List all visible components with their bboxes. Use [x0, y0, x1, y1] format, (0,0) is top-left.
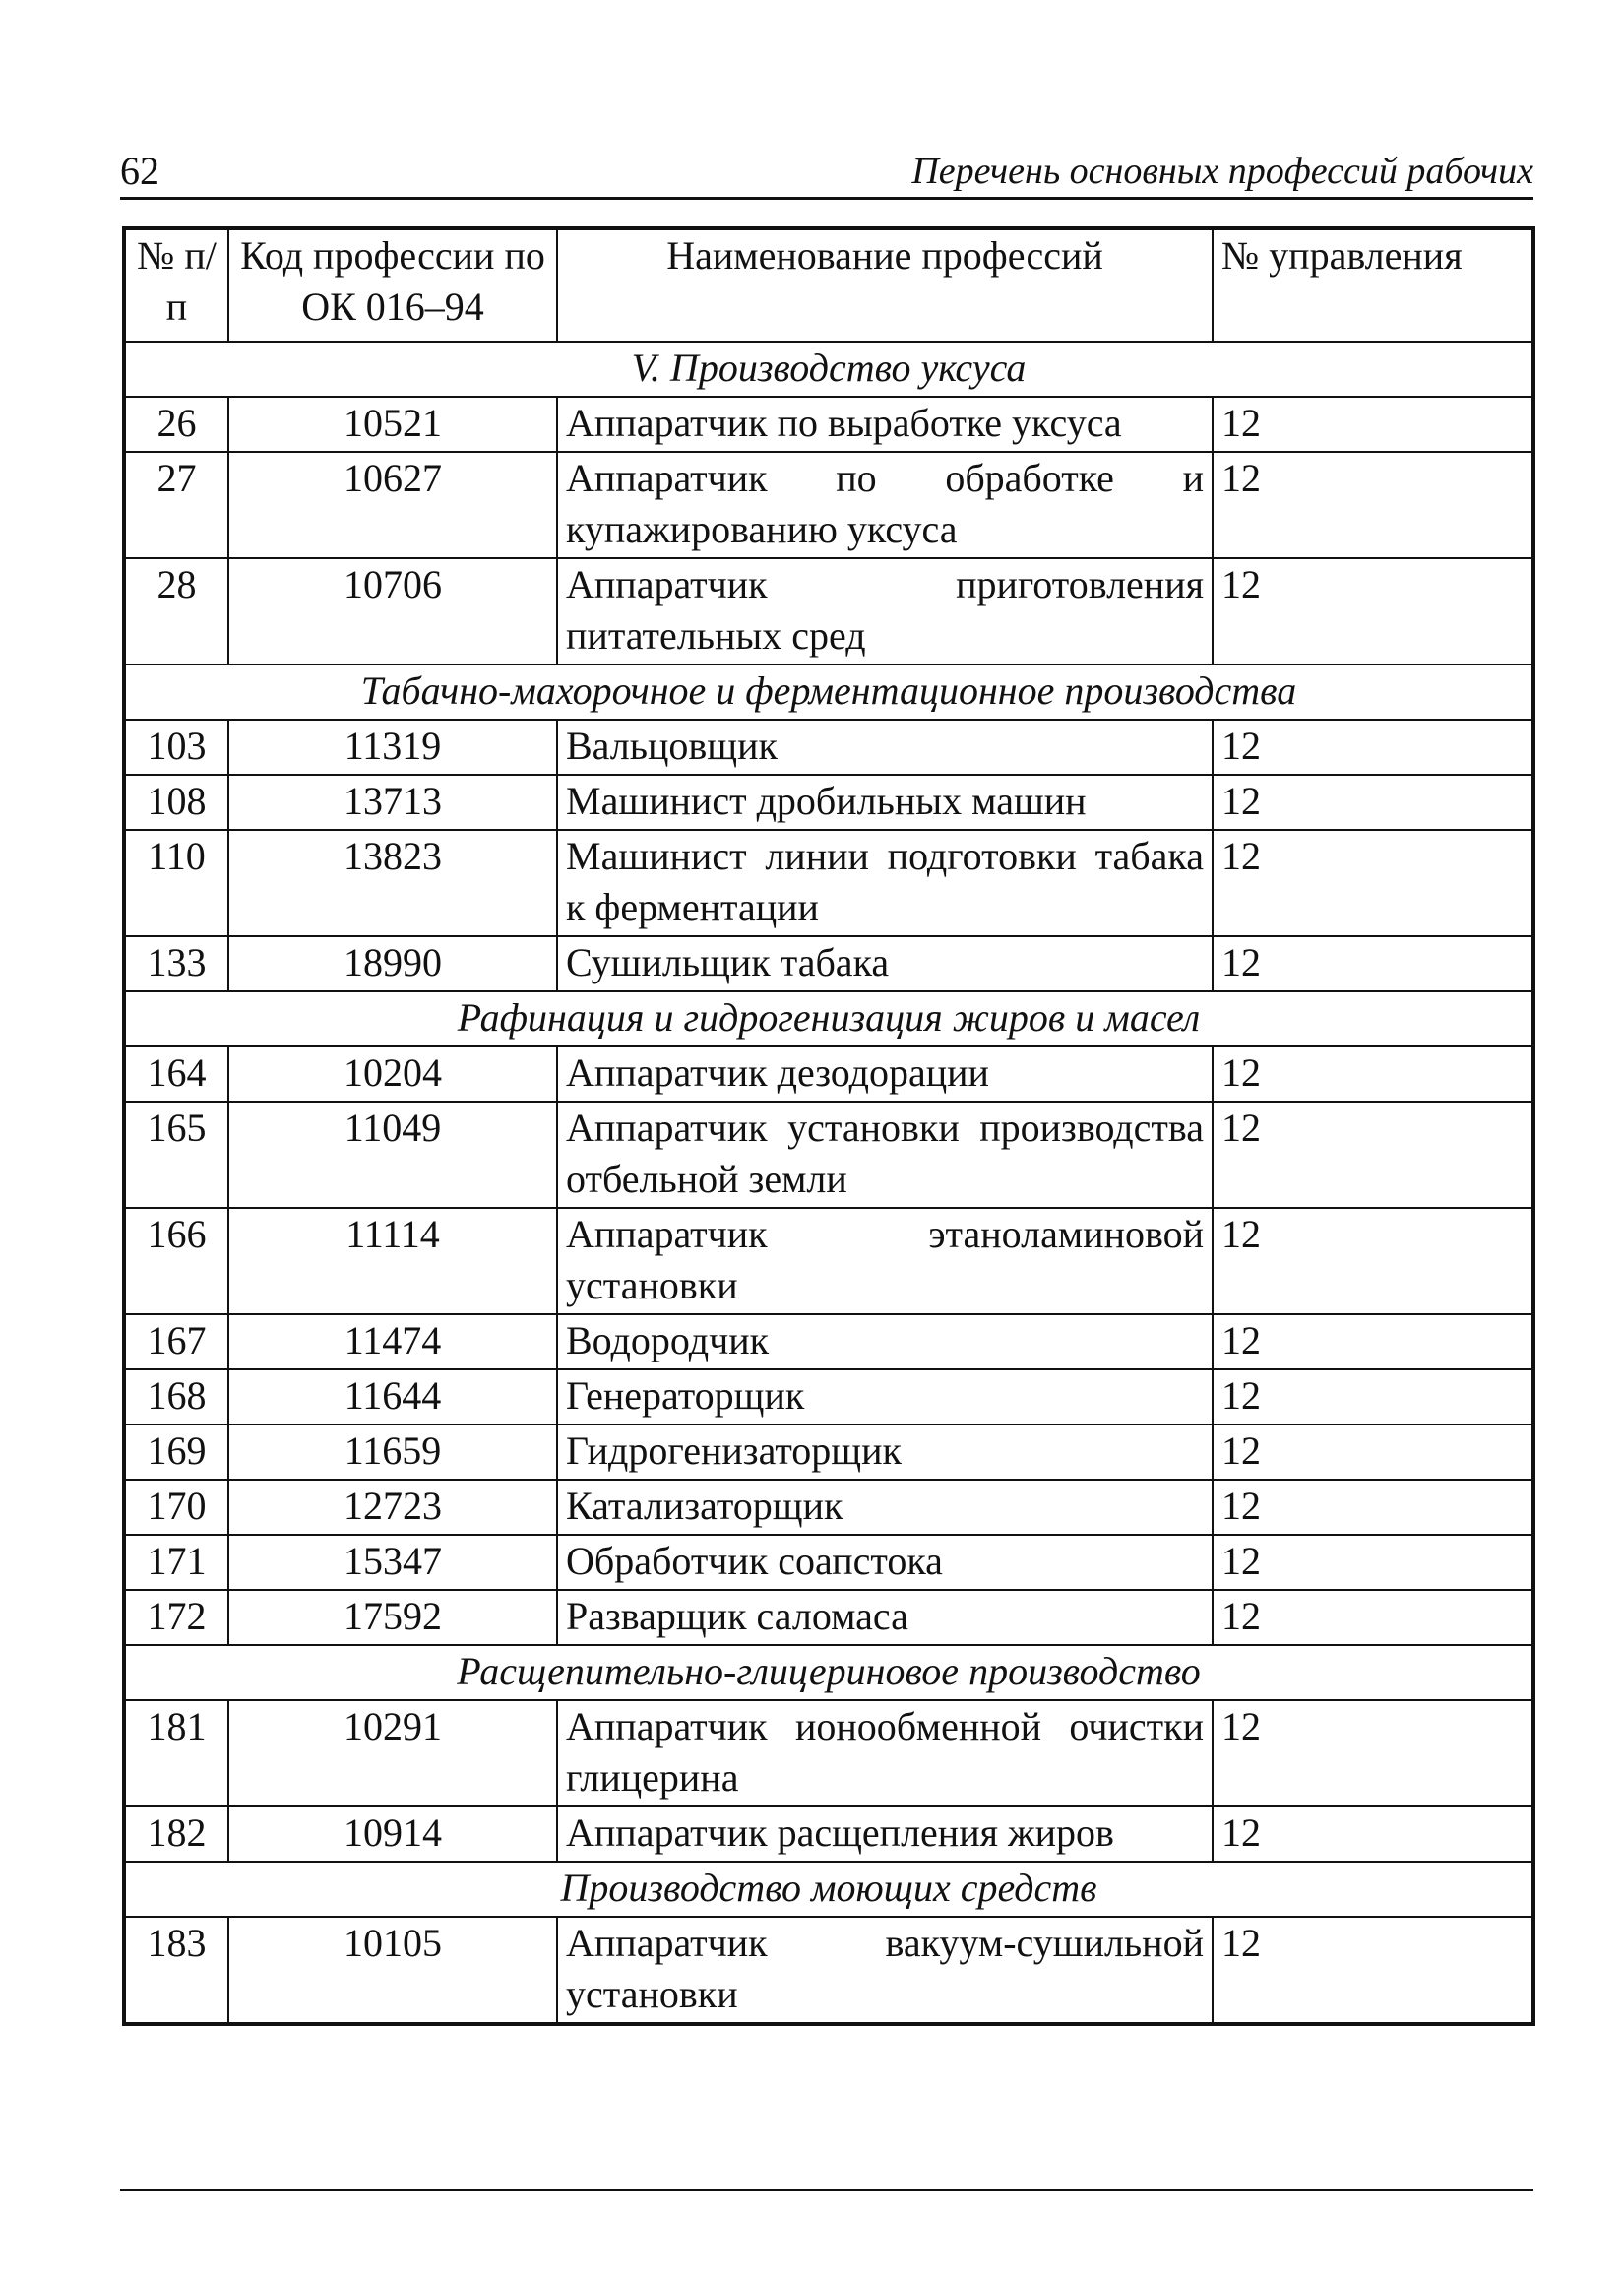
- row-number: 166: [124, 1208, 228, 1314]
- table-row: [124, 720, 1533, 775]
- profession-name: Аппаратчик ионообменной очистки глицерина: [557, 1700, 1213, 1806]
- profession-name: Гидрогенизаторщик: [557, 1425, 1213, 1480]
- section-title: Производство моющих средств: [124, 1862, 1533, 1917]
- table-row: [124, 1046, 1533, 1102]
- profession-code: 10204: [228, 1046, 557, 1102]
- department-number: 12: [1213, 1917, 1533, 2024]
- profession-code: 11049: [228, 1102, 557, 1208]
- table-row: [124, 1102, 1533, 1208]
- profession-name: Обработчик соапстока: [557, 1535, 1213, 1590]
- row-number: 108: [124, 775, 228, 830]
- row-number: 28: [124, 558, 228, 665]
- table-row: [124, 1590, 1533, 1645]
- profession-name: Аппаратчик по обработке и купажированию уксуса: [557, 452, 1213, 558]
- profession-name: Аппаратчик этаноламиновой установки: [557, 1208, 1213, 1314]
- section-title: Рафинация и гидрогенизация жиров и масел: [124, 991, 1533, 1046]
- footer-rule: [120, 2189, 1533, 2191]
- row-number: 170: [124, 1480, 228, 1535]
- department-number: 12: [1213, 558, 1533, 665]
- table-row: [124, 1480, 1533, 1535]
- department-number: 12: [1213, 1102, 1533, 1208]
- table-row: [124, 830, 1533, 936]
- profession-name: Вальцовщик: [557, 720, 1213, 775]
- department-number: 12: [1213, 397, 1533, 452]
- row-number: 164: [124, 1046, 228, 1102]
- profession-code: 11114: [228, 1208, 557, 1314]
- table-row: [124, 1369, 1533, 1425]
- department-number: 12: [1213, 1535, 1533, 1590]
- department-number: 12: [1213, 452, 1533, 558]
- department-number: 12: [1213, 1590, 1533, 1645]
- row-number: 168: [124, 1369, 228, 1425]
- section-row: [124, 1645, 1533, 1700]
- department-number: 12: [1213, 936, 1533, 991]
- profession-name: Сушильщик табака: [557, 936, 1213, 991]
- profession-code: 13823: [228, 830, 557, 936]
- row-number: 183: [124, 1917, 228, 2024]
- profession-code: 11474: [228, 1314, 557, 1369]
- section-row: [124, 1862, 1533, 1917]
- page-number: 62: [120, 149, 159, 193]
- section-row: [124, 991, 1533, 1046]
- row-number: 171: [124, 1535, 228, 1590]
- profession-code: 10706: [228, 558, 557, 665]
- row-number: 26: [124, 397, 228, 452]
- profession-code: 13713: [228, 775, 557, 830]
- profession-name: Аппаратчик приготовления питательных сред: [557, 558, 1213, 665]
- department-number: 12: [1213, 1806, 1533, 1862]
- department-number: 12: [1213, 1425, 1533, 1480]
- profession-name: Разварщик саломаса: [557, 1590, 1213, 1645]
- table-row: [124, 1208, 1533, 1314]
- running-title: Перечень основных профессий рабочих: [911, 151, 1533, 192]
- row-number: 167: [124, 1314, 228, 1369]
- row-number: 133: [124, 936, 228, 991]
- profession-name: Аппаратчик установки производства отбельной земли: [557, 1102, 1213, 1208]
- profession-code: 10521: [228, 397, 557, 452]
- department-number: 12: [1213, 1369, 1533, 1425]
- page-header: [120, 146, 1533, 200]
- department-number: 12: [1213, 1208, 1533, 1314]
- profession-code: 11659: [228, 1425, 557, 1480]
- profession-code: 10627: [228, 452, 557, 558]
- table-row: [124, 1425, 1533, 1480]
- column-header-name: Наименование профессий: [557, 228, 1213, 342]
- row-number: 27: [124, 452, 228, 558]
- row-number: 181: [124, 1700, 228, 1806]
- profession-code: 15347: [228, 1535, 557, 1590]
- profession-code: 10105: [228, 1917, 557, 2024]
- department-number: 12: [1213, 1700, 1533, 1806]
- row-number: 110: [124, 830, 228, 936]
- profession-name: Водородчик: [557, 1314, 1213, 1369]
- department-number: 12: [1213, 720, 1533, 775]
- profession-code: 10914: [228, 1806, 557, 1862]
- section-row: [124, 665, 1533, 720]
- profession-code: 10291: [228, 1700, 557, 1806]
- table-row: [124, 558, 1533, 665]
- table-row: [124, 775, 1533, 830]
- profession-name: Аппаратчик расщепления жиров: [557, 1806, 1213, 1862]
- table-row: [124, 1806, 1533, 1862]
- section-row: [124, 342, 1533, 397]
- section-title: V. Производство уксуса: [124, 342, 1533, 397]
- section-title: Расщепительно-глицериновое производство: [124, 1645, 1533, 1700]
- profession-name: Генераторщик: [557, 1369, 1213, 1425]
- table-row: [124, 1314, 1533, 1369]
- department-number: 12: [1213, 1314, 1533, 1369]
- department-number: 12: [1213, 1480, 1533, 1535]
- profession-code: 12723: [228, 1480, 557, 1535]
- profession-name: Машинист линии подготовки табака к ферментации: [557, 830, 1213, 936]
- profession-code: 11644: [228, 1369, 557, 1425]
- table-row: [124, 397, 1533, 452]
- table-row: [124, 452, 1533, 558]
- row-number: 172: [124, 1590, 228, 1645]
- profession-code: 17592: [228, 1590, 557, 1645]
- professions-table: [122, 226, 1535, 2026]
- column-header-dept: № управления: [1213, 228, 1533, 342]
- row-number: 182: [124, 1806, 228, 1862]
- table-row: [124, 1917, 1533, 2024]
- profession-name: Аппаратчик вакуум-сушильной установки: [557, 1917, 1213, 2024]
- table-body: [124, 342, 1533, 2024]
- profession-name: Катализаторщик: [557, 1480, 1213, 1535]
- column-header-code: Код профессии по ОК 016–94: [228, 228, 557, 342]
- table-row: [124, 1700, 1533, 1806]
- table-header-row: [124, 228, 1533, 342]
- column-header-num: № п/п: [124, 228, 228, 342]
- row-number: 165: [124, 1102, 228, 1208]
- profession-name: Аппаратчик по выработке уксуса: [557, 397, 1213, 452]
- department-number: 12: [1213, 775, 1533, 830]
- row-number: 103: [124, 720, 228, 775]
- profession-name: Аппаратчик дезодорации: [557, 1046, 1213, 1102]
- section-title: Табачно-махорочное и ферментационное производства: [124, 665, 1533, 720]
- profession-code: 11319: [228, 720, 557, 775]
- table-row: [124, 936, 1533, 991]
- department-number: 12: [1213, 1046, 1533, 1102]
- table-row: [124, 1535, 1533, 1590]
- row-number: 169: [124, 1425, 228, 1480]
- profession-name: Машинист дробильных машин: [557, 775, 1213, 830]
- profession-code: 18990: [228, 936, 557, 991]
- department-number: 12: [1213, 830, 1533, 936]
